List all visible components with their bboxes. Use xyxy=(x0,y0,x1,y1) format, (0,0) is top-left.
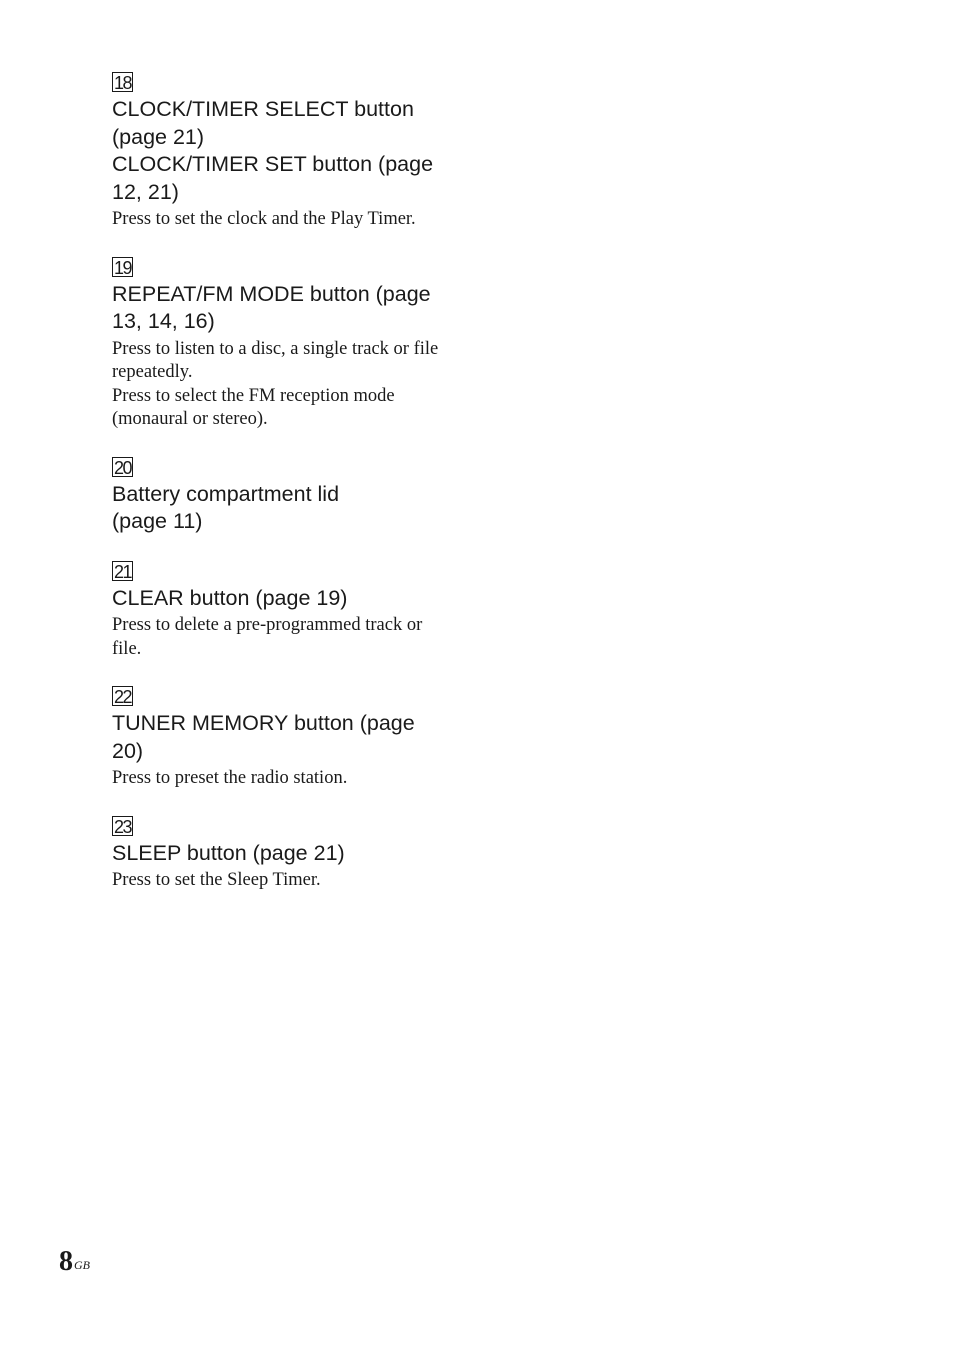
item-description: Press to set the Sleep Timer. xyxy=(112,870,321,890)
item-heading: CLOCK/TIMER SELECT button (page 21) xyxy=(112,97,414,149)
list-item xyxy=(112,457,462,536)
item-number-box: 19 xyxy=(114,257,132,278)
page-number xyxy=(59,1246,90,1278)
item-description: Press to preset the radio station. xyxy=(112,768,348,788)
list-item xyxy=(112,561,462,662)
region-code: GB xyxy=(74,1258,90,1272)
item-description: Press to listen to a disc, a single track or file repeatedly. xyxy=(112,338,439,382)
item-description: Press to delete a pre-programmed track or file. xyxy=(112,615,423,659)
item-number-box: 23 xyxy=(114,816,132,837)
item-heading: CLEAR button (page 19) xyxy=(112,585,348,610)
item-heading: CLOCK/TIMER SET button (page 12, 21) xyxy=(112,152,434,204)
list-item xyxy=(112,257,462,432)
list-item xyxy=(112,686,462,791)
item-heading: Battery compartment lid (page 11) xyxy=(112,481,340,533)
item-number-box: 20 xyxy=(114,457,132,478)
item-number-box: 18 xyxy=(114,73,132,93)
list-item xyxy=(112,816,462,893)
item-number-box: 21 xyxy=(114,561,132,582)
item-description: Press to set the clock and the Play Timer. xyxy=(112,209,416,229)
page-number-value: 8 xyxy=(59,1246,73,1277)
list-item xyxy=(112,72,462,232)
item-number-box: 22 xyxy=(114,687,132,707)
parts-list-column xyxy=(112,72,462,918)
item-heading: TUNER MEMORY button (page 20) xyxy=(112,711,415,763)
item-description: Press to select the FM reception mode (monaural or stereo). xyxy=(112,385,395,429)
item-heading: SLEEP button (page 21) xyxy=(112,840,345,865)
item-heading: REPEAT/FM MODE button (page 13, 14, 16) xyxy=(112,281,431,333)
